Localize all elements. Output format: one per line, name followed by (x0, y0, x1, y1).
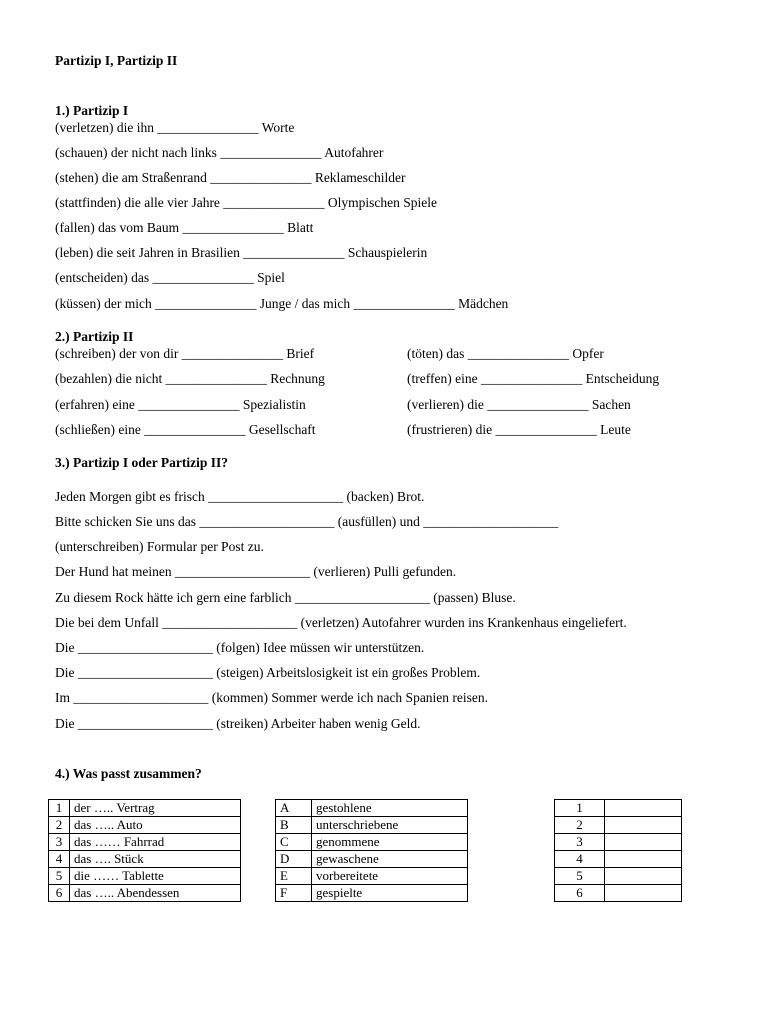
table-row (49, 868, 241, 885)
table-row (49, 851, 241, 868)
table-cell-noun: die …… Tablette (70, 868, 241, 885)
exercise-line-left: (bezahlen) die nicht _______________ Rechnung (55, 371, 325, 386)
exercise-line: (verletzen) die ihn _______________ Worte (55, 120, 295, 135)
table-cell-number: 4 (555, 851, 605, 868)
answer-cell[interactable] (605, 885, 682, 902)
nouns-table (48, 799, 241, 902)
exercise-line-left: (schreiben) der von dir _______________ Brief (55, 346, 315, 361)
section-1-heading: 1.) Partizip I (55, 103, 129, 118)
table-cell-participle: gestohlene (312, 800, 468, 817)
table-cell-noun: der ….. Vertrag (70, 800, 241, 817)
table-cell-number: 2 (49, 817, 70, 834)
exercise-line: Zu diesem Rock hätte ich gern eine farblich ____________________ (passen) Bluse. (55, 590, 516, 605)
table-row (49, 834, 241, 851)
answer-cell[interactable] (605, 851, 682, 868)
table-row (49, 885, 241, 902)
table-row (276, 851, 468, 868)
exercise-line: Jeden Morgen gibt es frisch ____________________ (backen) Brot. (55, 489, 425, 504)
exercise-line: (leben) die seit Jahren in Brasilien _______________ Schauspielerin (55, 245, 428, 260)
table-cell-participle: gespielte (312, 885, 468, 902)
table-cell-number: 1 (49, 800, 70, 817)
exercise-line: (entscheiden) das _______________ Spiel (55, 270, 285, 285)
exercise-line: Die ____________________ (steigen) Arbeitslosigkeit ist ein großes Problem. (55, 665, 481, 680)
exercise-line: Die bei dem Unfall ____________________ (verletzen) Autofahrer wurden ins Krankenhaus eingeliefert. (55, 615, 627, 630)
table-cell-number: 3 (49, 834, 70, 851)
table-cell-letter: D (276, 851, 312, 868)
table-cell-letter: F (276, 885, 312, 902)
table-cell-number: 5 (555, 868, 605, 885)
section-4-heading: 4.) Was passt zusammen? (55, 766, 202, 781)
table-cell-number: 1 (555, 800, 605, 817)
table-cell-noun: das ….. Abendessen (70, 885, 241, 902)
answer-cell[interactable] (605, 817, 682, 834)
exercise-line-right: (frustrieren) die _______________ Leute (407, 422, 631, 437)
exercise-line: (stehen) die am Straßenrand _______________ Reklameschilder (55, 170, 406, 185)
exercise-line: (stattfinden) die alle vier Jahre _______________ Olympischen Spiele (55, 195, 438, 210)
table-cell-number: 2 (555, 817, 605, 834)
section-3-heading: 3.) Partizip I oder Partizip II? (55, 455, 228, 470)
answer-cell[interactable] (605, 868, 682, 885)
table-cell-letter: E (276, 868, 312, 885)
answer-cell[interactable] (605, 834, 682, 851)
table-cell-letter: A (276, 800, 312, 817)
exercise-line: (fallen) das vom Baum _______________ Blatt (55, 220, 314, 235)
table-row (555, 817, 682, 834)
table-row (555, 800, 682, 817)
exercise-line: (küssen) der mich _______________ Junge / das mich _______________ Mädchen (55, 296, 509, 311)
exercise-line-right: (töten) das _______________ Opfer (407, 346, 604, 361)
table-cell-participle: unterschriebene (312, 817, 468, 834)
table-row (276, 817, 468, 834)
answer-table (554, 799, 682, 902)
answer-cell[interactable] (605, 800, 682, 817)
participles-table (275, 799, 468, 902)
table-cell-number: 3 (555, 834, 605, 851)
table-row (555, 868, 682, 885)
exercise-line-left: (erfahren) eine _______________ Spezialistin (55, 397, 306, 412)
table-cell-number: 6 (555, 885, 605, 902)
table-row (555, 834, 682, 851)
table-cell-participle: genommene (312, 834, 468, 851)
exercise-line: (unterschreiben) Formular per Post zu. (55, 539, 264, 554)
table-cell-participle: vorbereitete (312, 868, 468, 885)
section-2-heading: 2.) Partizip II (55, 329, 134, 344)
exercise-line: Die ____________________ (streiken) Arbeiter haben wenig Geld. (55, 716, 421, 731)
table-cell-noun: das …. Stück (70, 851, 241, 868)
exercise-line: Die ____________________ (folgen) Idee müssen wir unterstützen. (55, 640, 425, 655)
table-cell-noun: das …… Fahrrad (70, 834, 241, 851)
table-row (276, 834, 468, 851)
exercise-line-right: (verlieren) die _______________ Sachen (407, 397, 631, 412)
table-cell-number: 5 (49, 868, 70, 885)
exercise-line-left: (schließen) eine _______________ Gesellschaft (55, 422, 316, 437)
exercise-line: Der Hund hat meinen ____________________ (verlieren) Pulli gefunden. (55, 564, 457, 579)
exercise-line: (schauen) der nicht nach links _______________ Autofahrer (55, 145, 384, 160)
exercise-line: Bitte schicken Sie uns das ____________________ (ausfüllen) und ____________________ (55, 514, 559, 529)
table-row (276, 868, 468, 885)
table-cell-letter: B (276, 817, 312, 834)
table-cell-number: 4 (49, 851, 70, 868)
exercise-line-right: (treffen) eine _______________ Entscheidung (407, 371, 660, 386)
table-cell-letter: C (276, 834, 312, 851)
table-row (276, 885, 468, 902)
page-title: Partizip I, Partizip II (55, 53, 178, 68)
table-row (276, 800, 468, 817)
table-cell-noun: das ….. Auto (70, 817, 241, 834)
table-cell-participle: gewaschene (312, 851, 468, 868)
table-cell-number: 6 (49, 885, 70, 902)
table-row (49, 817, 241, 834)
table-row (555, 885, 682, 902)
table-row (555, 851, 682, 868)
table-row (49, 800, 241, 817)
exercise-line: Im ____________________ (kommen) Sommer werde ich nach Spanien reisen. (55, 690, 489, 705)
